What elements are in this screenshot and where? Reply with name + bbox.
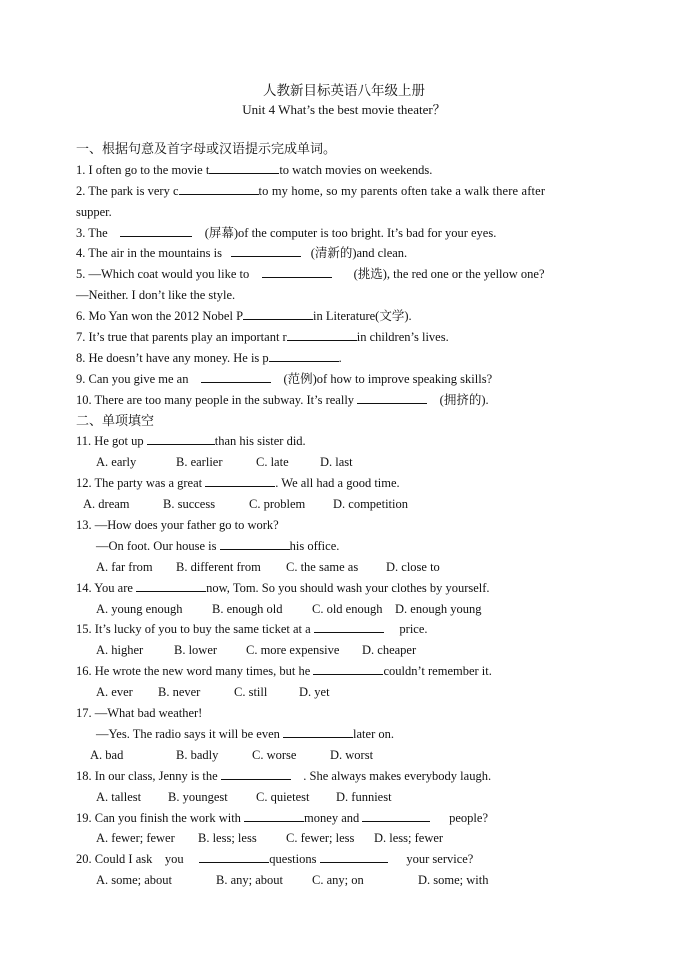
option-b[interactable]: B. enough old [212, 601, 283, 616]
question-text: 16. He wrote the new word many times, but he [76, 664, 311, 679]
question-text: 6. Mo Yan won the 2012 Nobel P [76, 309, 244, 324]
document-subtitle: Unit 4 What’s the best movie theater？ [242, 102, 446, 117]
option-c[interactable]: C. more expensive [246, 643, 340, 658]
answer-blank [209, 161, 279, 174]
question-9 [76, 369, 616, 390]
option-b[interactable]: B. badly [176, 747, 219, 762]
option-c[interactable]: C. problem [249, 497, 306, 512]
question-5 [76, 264, 616, 285]
worksheet-content [76, 139, 616, 891]
question-17: 17. —What bad weather! [76, 706, 203, 721]
option-b[interactable]: B. lower [174, 643, 218, 658]
question-text: 4. The air in the mountains is [76, 246, 222, 261]
question-text: 8. He doesn’t have any money. He is p [76, 350, 269, 365]
question-12 [76, 473, 616, 494]
option-a[interactable]: A. fewer; fewer [96, 831, 175, 846]
option-b[interactable]: B. earlier [176, 455, 223, 470]
question-text: 14. You are [76, 580, 133, 595]
answer-blank [244, 809, 304, 822]
question-text: in children’s lives. [356, 330, 449, 345]
question-text: people? [449, 810, 488, 825]
question-6 [76, 306, 616, 327]
question-text: —Yes. The radio says it will be even [96, 726, 280, 741]
option-b[interactable]: B. less; less [198, 831, 257, 846]
option-c[interactable]: C. still [234, 685, 268, 700]
option-a[interactable]: A. dream [83, 497, 130, 512]
option-a[interactable]: A. higher [96, 643, 144, 658]
question-2-continued: supper. [76, 204, 112, 219]
question-text: 7. It’s true that parents play an important r [76, 330, 287, 345]
question-19 [76, 808, 616, 829]
options-16 [76, 682, 616, 703]
option-c[interactable]: C. any; on [312, 873, 364, 888]
option-c[interactable]: C. quietest [256, 789, 310, 804]
question-text: your service? [406, 852, 474, 867]
options-13 [76, 557, 616, 578]
question-text: . [338, 350, 342, 365]
option-b[interactable]: B. success [163, 497, 216, 512]
answer-blank [147, 432, 215, 445]
option-d[interactable]: D. close to [386, 559, 440, 574]
question-8 [76, 348, 616, 369]
answer-blank [220, 537, 290, 550]
question-13-reply [76, 536, 616, 557]
option-d[interactable]: D. yet [299, 685, 330, 700]
option-c[interactable]: C. old enough [312, 601, 383, 616]
option-c[interactable]: C. fewer; less [286, 831, 355, 846]
question-text: . She always makes everybody laugh. [303, 768, 492, 783]
option-a[interactable]: A. young enough [96, 601, 183, 616]
answer-blank [205, 474, 275, 487]
answer-blank [287, 328, 357, 341]
answer-blank [179, 182, 259, 195]
question-text: 20. Could I ask you [76, 852, 184, 867]
answer-blank [357, 391, 427, 404]
option-d[interactable]: D. last [320, 455, 353, 470]
option-d[interactable]: D. some; with [418, 873, 489, 888]
option-c[interactable]: C. the same as [286, 559, 359, 574]
question-text: 10. There are too many people in the subway. It’s really [76, 392, 355, 407]
option-c[interactable]: C. worse [252, 747, 297, 762]
question-text: . We all had a good time. [275, 476, 400, 491]
question-text: (范例)of how to improve speaking skills? [283, 371, 493, 386]
answer-blank [221, 767, 291, 780]
answer-blank [262, 265, 332, 278]
options-12 [76, 494, 616, 515]
question-text: price. [399, 622, 428, 637]
option-d[interactable]: D. cheaper [362, 643, 417, 658]
answer-blank [136, 579, 206, 592]
question-4 [76, 243, 616, 264]
question-text: later on. [353, 726, 394, 741]
question-text: 18. In our class, Jenny is the [76, 768, 218, 783]
question-text: questions [269, 852, 317, 867]
options-18 [76, 787, 616, 808]
question-2 [76, 181, 616, 202]
answer-blank [314, 620, 384, 633]
option-a[interactable]: A. bad [90, 747, 124, 762]
section-heading-2: 二、单项填空 [76, 412, 155, 428]
answer-blank [313, 662, 383, 675]
options-11 [76, 452, 616, 473]
question-1 [76, 160, 616, 181]
option-d[interactable]: D. enough young [395, 601, 482, 616]
question-text: his office. [289, 538, 340, 553]
question-text: (清新的)and clean. [310, 246, 408, 261]
question-text: 15. It’s lucky of you to buy the same ticket at a [76, 622, 311, 637]
question-13: 13. —How does your father go to work? [76, 518, 279, 533]
question-text: 19. Can you finish the work with [76, 810, 241, 825]
option-a[interactable]: A. far from [96, 559, 153, 574]
option-b[interactable]: B. different from [176, 559, 261, 574]
options-15 [76, 640, 616, 661]
option-c[interactable]: C. late [256, 455, 289, 470]
question-text: 2. The park is very c [76, 183, 179, 198]
options-14 [76, 599, 616, 620]
question-text: to watch movies on weekends. [279, 162, 433, 177]
question-text: than his sister did. [214, 434, 306, 449]
question-text: now, Tom. So you should wash your clothes by yourself. [206, 580, 490, 595]
question-text: 12. The party was a great [76, 476, 203, 491]
question-text: (屏幕)of the computer is too bright. It’s bad for your eyes. [204, 225, 497, 240]
question-16 [76, 661, 616, 682]
question-14 [76, 578, 616, 599]
question-text: couldn’t remember it. [383, 664, 492, 679]
answer-blank [199, 850, 269, 863]
option-d[interactable]: D. competition [333, 497, 408, 512]
question-text: 1. I often go to the movie t [76, 162, 210, 177]
question-7 [76, 327, 616, 348]
question-10 [76, 390, 616, 411]
option-d[interactable]: D. less; fewer [374, 831, 444, 846]
section-heading-1: 一、根据句意及首字母或汉语提示完成单词。 [76, 141, 337, 156]
option-b[interactable]: B. never [158, 685, 201, 700]
option-a[interactable]: A. tallest [96, 789, 142, 804]
option-b[interactable]: B. youngest [168, 789, 228, 804]
answer-blank [283, 725, 353, 738]
option-b[interactable]: B. any; about [216, 873, 284, 888]
option-a[interactable]: A. ever [96, 685, 133, 700]
options-19 [76, 828, 616, 849]
question-text: in Literature(文学). [313, 309, 412, 324]
option-a[interactable]: A. early [96, 455, 137, 470]
document-title: 人教新目标英语八年级上册 [263, 83, 425, 98]
answer-blank [362, 809, 430, 822]
question-11 [76, 431, 616, 452]
question-text: money and [304, 810, 360, 825]
question-text: 9. Can you give me an [76, 371, 189, 386]
question-20 [76, 849, 616, 870]
answer-blank [201, 370, 271, 383]
option-a[interactable]: A. some; about [96, 873, 173, 888]
question-text: 3. The [76, 225, 108, 240]
answer-blank [231, 244, 301, 257]
options-17 [76, 745, 616, 766]
option-d[interactable]: D. funniest [336, 789, 392, 804]
question-text: (拥挤的). [439, 392, 489, 407]
question-3 [76, 223, 616, 244]
question-text: 11. He got up [76, 434, 144, 449]
question-15 [76, 619, 616, 640]
option-d[interactable]: D. worst [330, 747, 374, 762]
question-text: 5. —Which coat would you like to [76, 267, 250, 282]
answer-blank [120, 224, 192, 237]
question-text: (挑选), the red one or the yellow one? [353, 267, 545, 282]
question-18 [76, 766, 616, 787]
options-20 [76, 870, 616, 891]
question-5-reply: —Neither. I don’t like the style. [76, 288, 236, 303]
question-text: to my home, so my parents often take a walk there after [258, 183, 546, 198]
answer-blank [269, 349, 339, 362]
answer-blank [320, 850, 388, 863]
answer-blank [243, 307, 313, 320]
question-text: —On foot. Our house is [96, 538, 217, 553]
question-17-reply [76, 724, 616, 745]
